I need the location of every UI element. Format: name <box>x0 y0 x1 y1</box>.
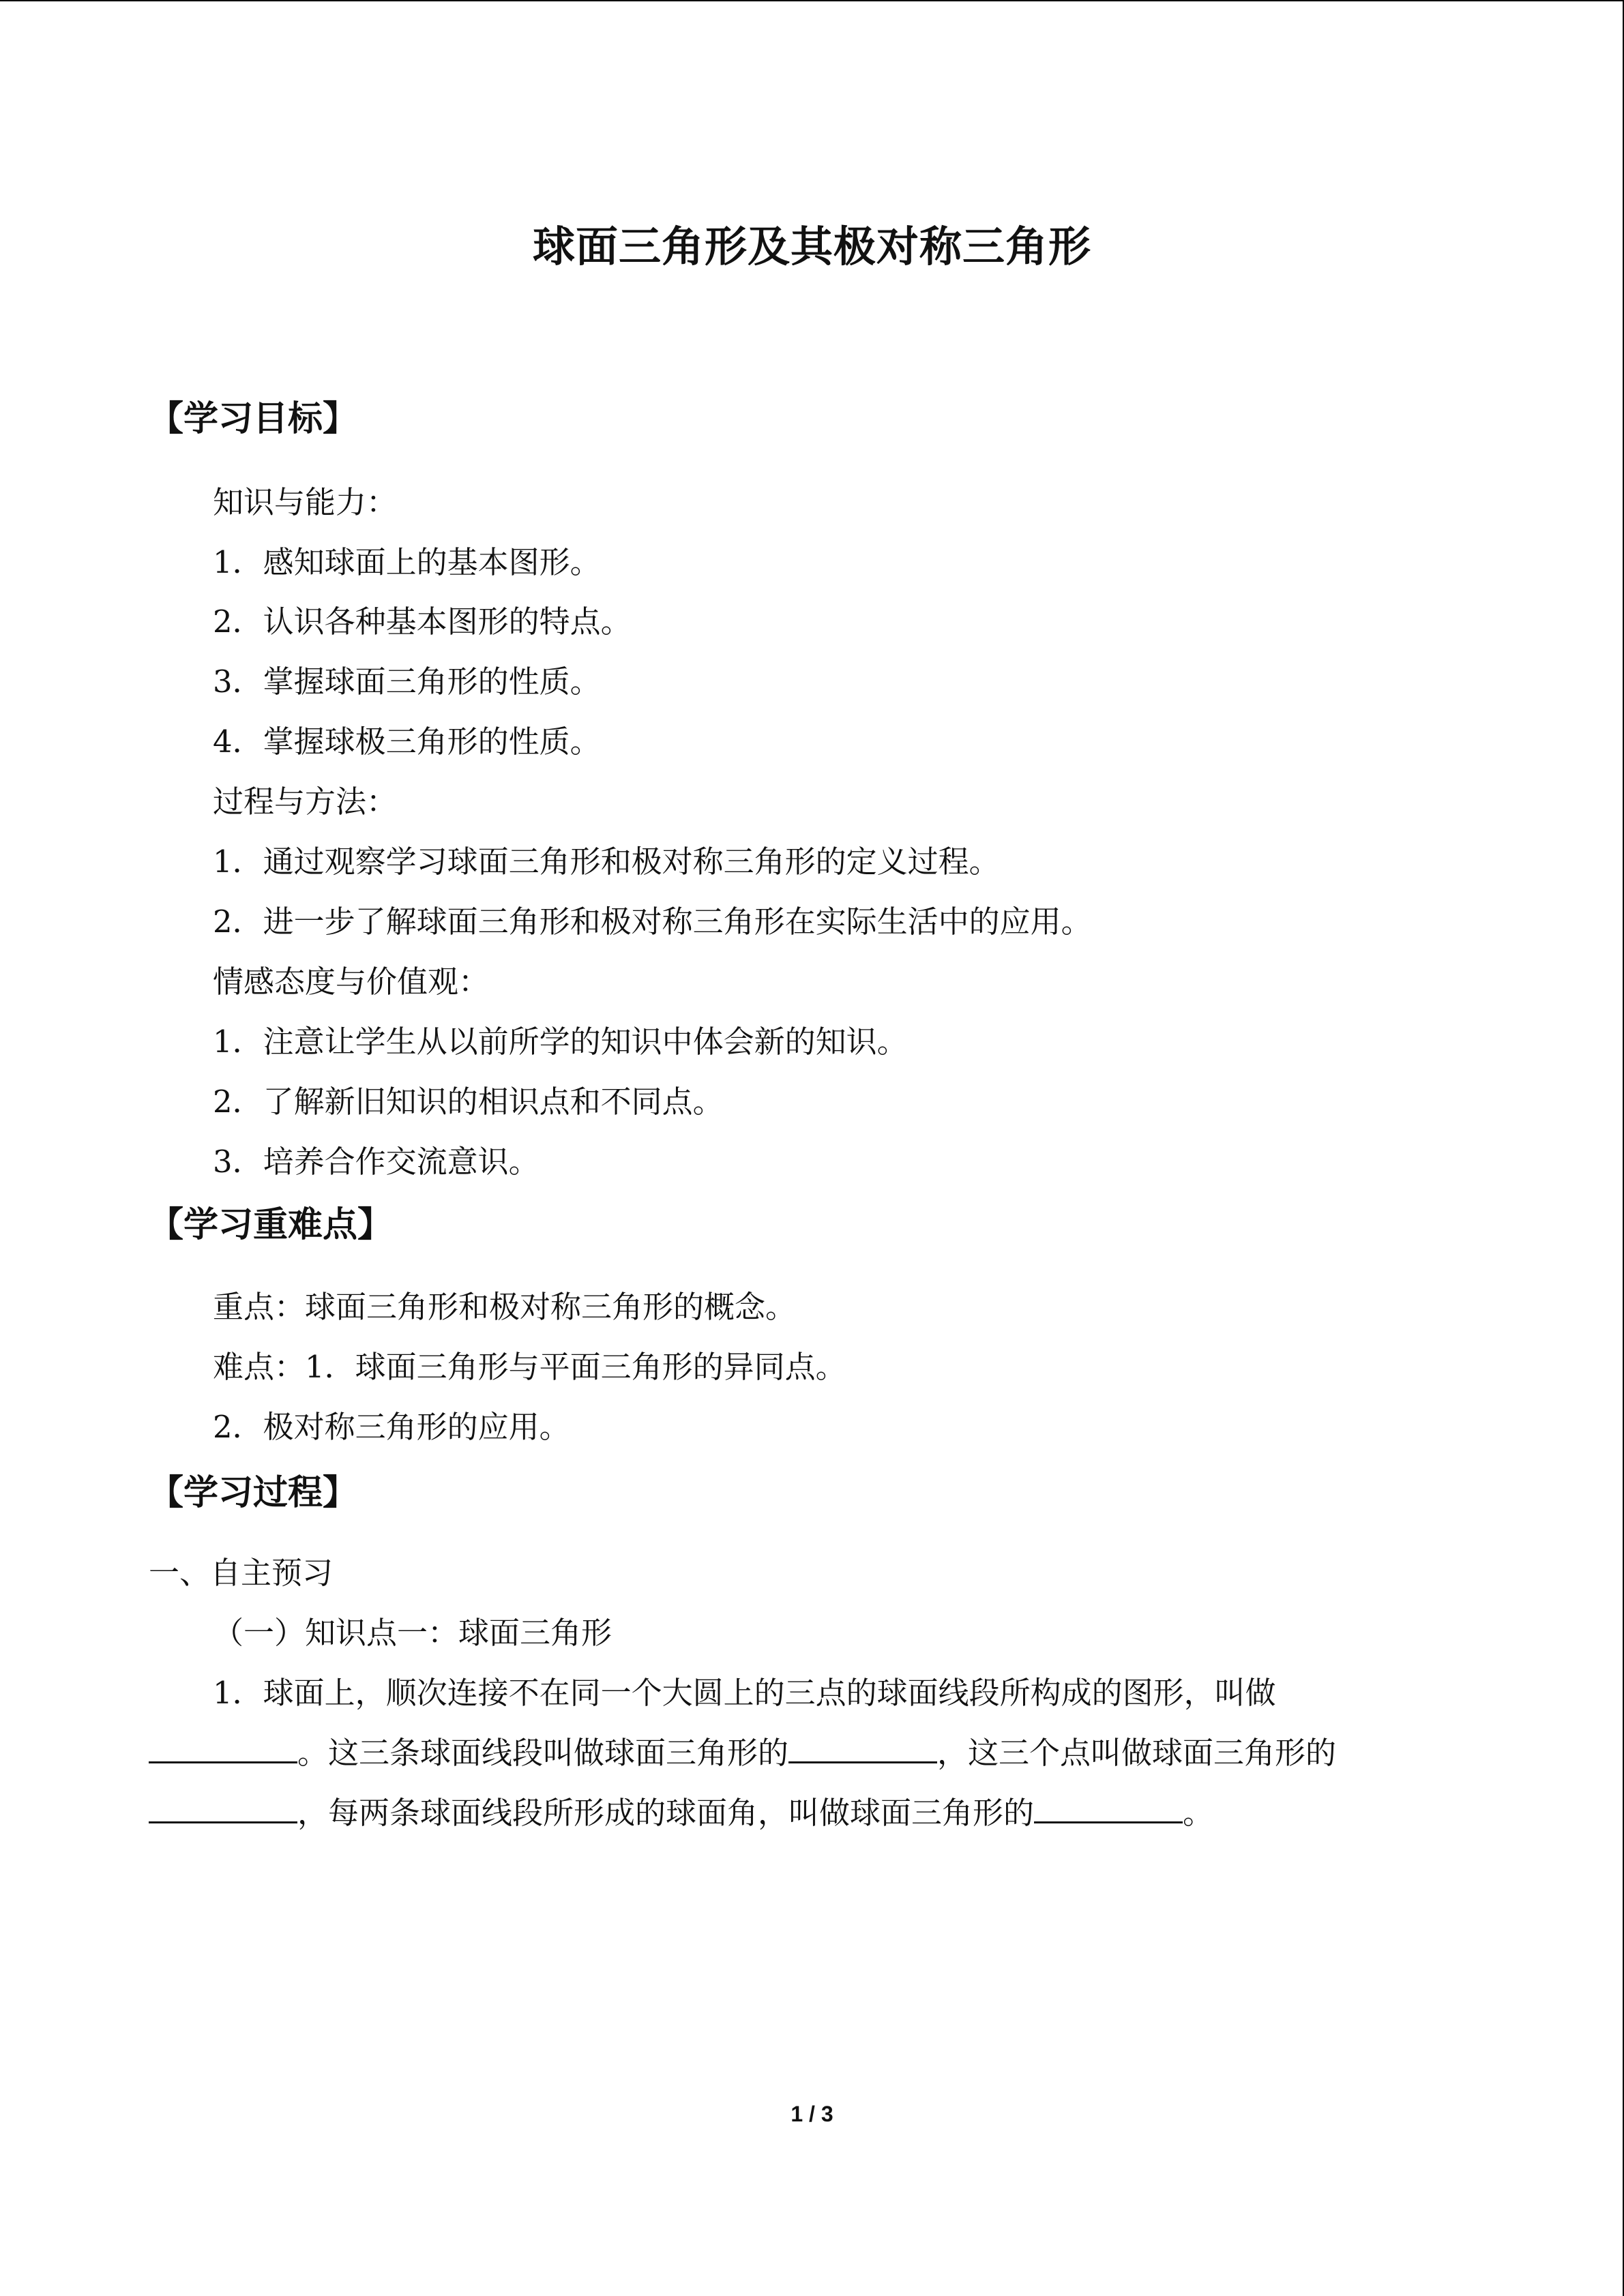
attitude-item: 2．了解新旧知识的相识点和不同点。 <box>213 1084 724 1120</box>
attitude-item: 3．培养合作交流意识。 <box>213 1144 540 1180</box>
question-text: 。 <box>1183 1795 1214 1831</box>
fill-blank[interactable] <box>1034 1794 1183 1823</box>
question-line <box>149 1728 1336 1772</box>
knowledge-label: 知识与能力： <box>213 484 398 520</box>
process-label: 过程与方法： <box>213 784 398 820</box>
question-text: 。这三条球面线段叫做球面三角形的 <box>297 1735 789 1771</box>
process-item: 1．通过观察学习球面三角形和极对称三角形的定义过程。 <box>213 844 1000 880</box>
process-item: 2．进一步了解球面三角形和极对称三角形在实际生活中的应用。 <box>213 904 1092 940</box>
knowledge-item: 1．感知球面上的基本图形。 <box>213 544 601 580</box>
part-heading: 一、自主预习 <box>149 1555 334 1591</box>
fill-blank[interactable] <box>149 1794 297 1823</box>
question-text: ，这三个点叫做球面三角形的 <box>937 1735 1337 1771</box>
difficulty-text: 2．极对称三角形的应用。 <box>213 1409 570 1445</box>
knowledge-item: 4．掌握球极三角形的性质。 <box>213 724 601 760</box>
section-heading-objectives: 【学习目标】 <box>149 399 358 439</box>
document-title: 球面三角形及其极对称三角形 <box>532 222 1091 271</box>
knowledge-item: 2．认识各种基本图形的特点。 <box>213 603 632 640</box>
question-text: ，每两条球面线段所形成的球面角，叫做球面三角形的 <box>297 1795 1035 1831</box>
section-heading-key-points: 【学习重难点】 <box>149 1205 393 1245</box>
knowledge-point-heading: （一）知识点一：球面三角形 <box>213 1615 612 1651</box>
section-heading-process: 【学习过程】 <box>149 1473 358 1513</box>
page-number: 1 / 3 <box>791 2102 833 2126</box>
knowledge-item: 3．掌握球面三角形的性质。 <box>213 664 601 700</box>
attitude-label: 情感态度与价值观： <box>213 964 490 1000</box>
fill-blank[interactable] <box>149 1734 297 1763</box>
question-line <box>149 1788 1213 1832</box>
fill-blank[interactable] <box>788 1734 937 1763</box>
difficulty-text: 难点：1．球面三角形与平面三角形的异同点。 <box>213 1349 846 1385</box>
attitude-item: 1．注意让学生从以前所学的知识中体会新的知识。 <box>213 1024 908 1060</box>
question-line: 1．球面上，顺次连接不在同一个大圆上的三点的球面线段所构成的图形，叫做 <box>213 1675 1276 1711</box>
focus-text: 重点：球面三角形和极对称三角形的概念。 <box>213 1289 797 1325</box>
